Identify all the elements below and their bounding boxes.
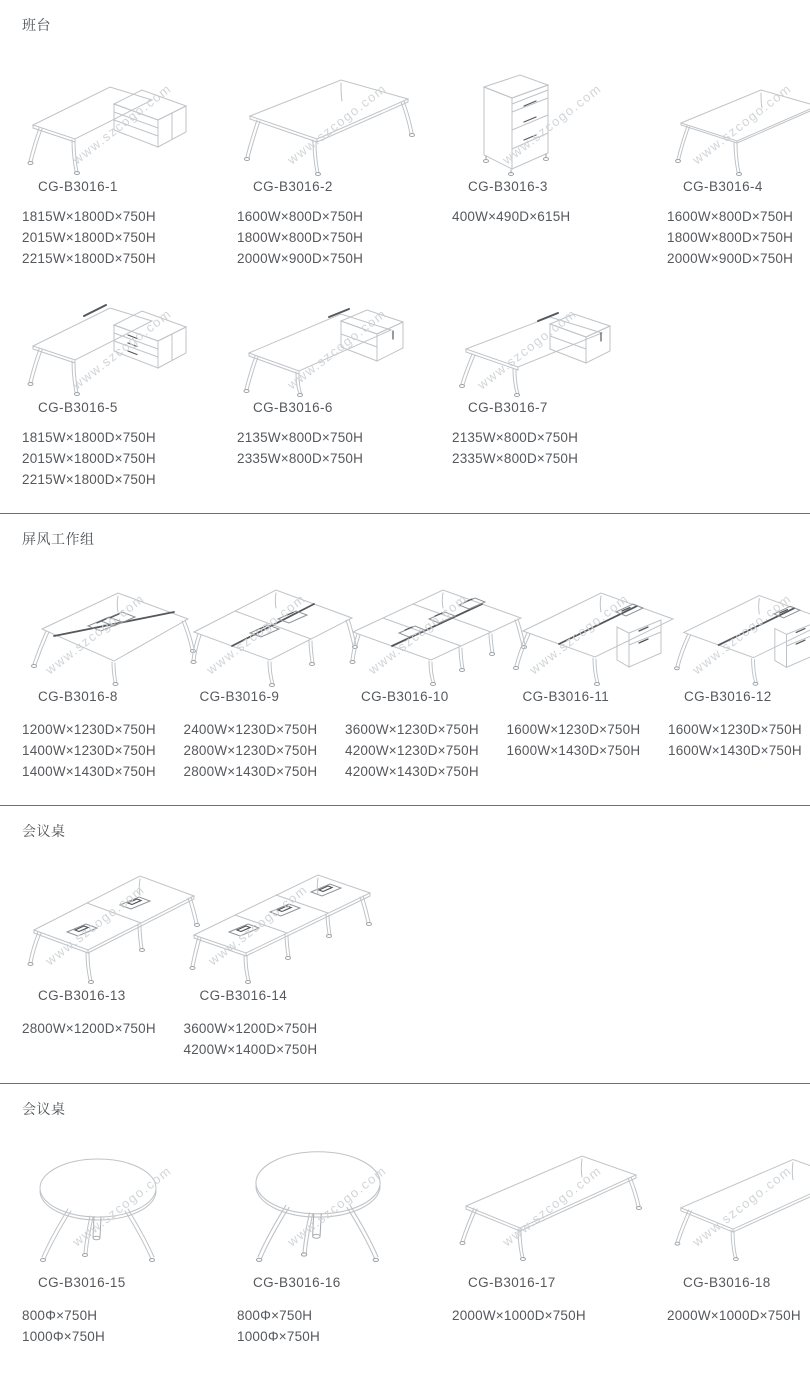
product-row — [0, 34, 810, 269]
catalog-section — [0, 806, 810, 1083]
product-drawing — [351, 574, 485, 686]
product-dimension-line: 2335W×800D×750H — [237, 451, 364, 466]
product-dimensions — [22, 1305, 215, 1347]
product-row — [0, 840, 810, 1060]
product-dimensions — [345, 719, 485, 782]
product-row — [0, 548, 810, 782]
product-card — [215, 269, 430, 490]
product-card — [430, 269, 595, 490]
watermark: www.szcogo.com — [69, 81, 174, 168]
watermark: www.szcogo.com — [203, 591, 309, 678]
product-drawing — [28, 293, 215, 397]
product-code: CG-B3016-6 — [253, 400, 333, 415]
product-dimensions — [667, 1305, 810, 1326]
watermark: www.szcogo.com — [205, 881, 310, 969]
product-dimension-line: 2000W×900D×750H — [667, 251, 794, 266]
ldesk-plain-drawing-icon — [28, 70, 188, 176]
product-drawing — [243, 64, 430, 176]
conf-plain-drawing-icon — [458, 1142, 644, 1262]
product-dimensions — [22, 206, 215, 269]
product-drawing — [673, 1140, 810, 1262]
product-code: CG-B3016-18 — [683, 1275, 771, 1290]
section-title: 会议桌 — [22, 1101, 66, 1117]
product-code: CG-B3016-1 — [38, 179, 118, 194]
watermark: www.szcogo.com — [689, 591, 795, 678]
product-code: CG-B3016-10 — [361, 689, 449, 704]
product-dimension-line: 1200W×1230D×750H — [22, 722, 156, 737]
product-dimension-line: 1600W×1430D×750H — [668, 743, 802, 758]
product-dimension-line: 1800W×800D×750H — [667, 230, 794, 245]
product-dimension-line: 2800W×1430D×750H — [183, 764, 318, 779]
product-drawing — [458, 64, 645, 176]
product-dimensions — [184, 1018, 326, 1060]
product-drawing — [28, 574, 162, 686]
table-wide-drawing-icon — [243, 68, 415, 176]
watermark: www.szcogo.com — [69, 305, 174, 393]
section-title: 屏风工作组 — [22, 531, 95, 547]
ws-ped2-drawing-icon — [674, 574, 810, 686]
conf-plain2-drawing-icon — [673, 1146, 810, 1262]
product-drawing — [28, 1140, 215, 1262]
desk-cab-a-drawing-icon — [243, 293, 408, 397]
product-card — [430, 1118, 645, 1347]
product-dimension-line: 2800W×1230D×750H — [183, 743, 318, 758]
ws-3bay-drawing-icon — [351, 574, 526, 686]
product-drawing — [190, 855, 326, 985]
product-dimension-line: 2015W×1800D×750H — [22, 451, 156, 466]
product-dimensions — [452, 206, 645, 227]
product-dimension-line: 800Φ×750H — [22, 1308, 98, 1323]
product-card — [0, 269, 215, 490]
product-dimensions — [22, 719, 162, 782]
product-drawing — [673, 64, 810, 176]
section-title: 班台 — [22, 17, 51, 33]
product-code: CG-B3016-9 — [199, 689, 280, 704]
product-dimension-line: 1600W×800D×750H — [667, 209, 794, 224]
product-drawing — [28, 855, 162, 985]
product-dimensions — [22, 1018, 162, 1039]
product-dimension-line: 2400W×1230D×750H — [183, 722, 318, 737]
product-dimension-line: 3600W×1230D×750H — [345, 722, 479, 737]
conf-3seg-drawing-icon — [190, 859, 376, 985]
product-dimension-line: 1000Φ×750H — [237, 1329, 320, 1344]
product-dimension-line: 2000W×1000D×750H — [667, 1308, 801, 1323]
catalog-section — [0, 0, 810, 513]
product-code: CG-B3016-15 — [38, 1275, 126, 1290]
product-drawing — [674, 574, 810, 686]
product-code: CG-B3016-12 — [684, 689, 772, 704]
product-dimensions — [452, 427, 595, 469]
product-code: CG-B3016-2 — [253, 179, 333, 194]
product-dimension-line: 2135W×800D×750H — [452, 430, 579, 445]
ws-1bay-drawing-icon — [28, 573, 198, 686]
product-card — [215, 34, 430, 269]
product-card — [0, 1118, 215, 1347]
product-dimension-line: 1815W×1800D×750H — [22, 430, 156, 445]
product-code: CG-B3016-8 — [38, 689, 118, 704]
product-dimension-line: 2215W×1800D×750H — [22, 472, 156, 487]
product-row — [0, 269, 810, 490]
product-dimension-line: 4200W×1430D×750H — [345, 764, 479, 779]
product-code: CG-B3016-5 — [38, 400, 118, 415]
product-drawing — [513, 574, 647, 686]
ws-2bay-drawing-icon — [190, 576, 358, 686]
product-code: CG-B3016-7 — [468, 400, 548, 415]
product-code: CG-B3016-4 — [683, 179, 763, 194]
watermark: www.szcogo.com — [499, 1162, 604, 1250]
product-dimension-line: 2135W×800D×750H — [237, 430, 364, 445]
product-dimensions — [668, 719, 810, 761]
product-dimension-line: 1815W×1800D×750H — [22, 209, 156, 224]
product-dimensions — [667, 206, 810, 269]
product-dimensions — [507, 719, 647, 761]
product-dimension-line: 2800W×1200D×750H — [22, 1021, 156, 1036]
product-dimensions — [22, 427, 215, 490]
product-dimension-line: 1400W×1230D×750H — [22, 743, 156, 758]
ldesk-drawers-drawing-icon — [28, 291, 188, 397]
product-dimension-line: 1600W×1430D×750H — [506, 743, 641, 758]
watermark: www.szcogo.com — [284, 1162, 389, 1250]
product-row — [0, 1118, 810, 1347]
product-dimension-line: 3600W×1200D×750H — [183, 1021, 318, 1036]
product-dimension-line: 4200W×1230D×750H — [345, 743, 479, 758]
product-code: CG-B3016-3 — [468, 179, 548, 194]
product-dimensions — [237, 206, 430, 269]
product-dimension-line: 2335W×800D×750H — [452, 451, 579, 466]
product-code: CG-B3016-17 — [468, 1275, 556, 1290]
product-card — [645, 1118, 810, 1347]
product-dimension-line: 800Φ×750H — [237, 1308, 313, 1323]
catalog-section — [0, 1084, 810, 1370]
product-dimension-line: 2015W×1800D×750H — [22, 230, 156, 245]
watermark: www.szcogo.com — [69, 1162, 174, 1250]
watermark: www.szcogo.com — [42, 591, 148, 678]
pedestal-drawing-icon — [458, 73, 558, 176]
product-drawing — [243, 1140, 430, 1262]
product-card — [0, 34, 215, 269]
product-drawing — [458, 293, 595, 397]
product-code: CG-B3016-14 — [199, 988, 288, 1003]
product-drawing — [28, 64, 215, 176]
product-dimension-line: 4200W×1400D×750H — [183, 1042, 318, 1057]
ws-ped-drawing-icon — [513, 571, 678, 686]
catalog-section — [0, 514, 810, 805]
watermark: www.szcogo.com — [284, 81, 389, 168]
product-dimension-line: 1800W×800D×750H — [237, 230, 364, 245]
watermark: www.szcogo.com — [365, 591, 471, 678]
round-table-lg-drawing-icon — [243, 1140, 393, 1262]
product-dimensions — [237, 427, 430, 469]
product-drawing — [190, 574, 324, 686]
round-table-drawing-icon — [28, 1148, 168, 1262]
watermark: www.szcogo.com — [689, 1162, 794, 1250]
watermark: www.szcogo.com — [284, 305, 389, 393]
product-dimensions — [237, 1305, 430, 1347]
table-slim-drawing-icon — [673, 77, 810, 176]
watermark: www.szcogo.com — [526, 591, 632, 678]
product-card — [0, 840, 162, 1060]
section-title: 会议桌 — [22, 823, 66, 839]
product-dimension-line: 1600W×1230D×750H — [668, 722, 802, 737]
product-card — [645, 34, 810, 269]
watermark: www.szcogo.com — [42, 881, 148, 969]
product-dimension-line: 2000W×1000D×750H — [452, 1308, 586, 1323]
product-code: CG-B3016-11 — [522, 689, 610, 704]
watermark: www.szcogo.com — [499, 81, 604, 168]
product-dimension-line: 2215W×1800D×750H — [22, 251, 156, 266]
product-card — [215, 1118, 430, 1347]
product-dimensions — [184, 719, 324, 782]
watermark: www.szcogo.com — [474, 305, 579, 393]
product-dimension-line: 1400W×1430D×750H — [22, 764, 156, 779]
conf-2seg-drawing-icon — [28, 858, 202, 985]
product-dimension-line: 1600W×1230D×750H — [506, 722, 641, 737]
product-card — [430, 34, 645, 269]
product-code: CG-B3016-13 — [38, 988, 126, 1003]
product-dimension-line: 2000W×900D×750H — [237, 251, 364, 266]
product-card — [0, 548, 162, 782]
desk-cab-b-drawing-icon — [458, 297, 618, 397]
product-dimension-line: 1600W×800D×750H — [237, 209, 364, 224]
product-dimension-line: 400W×490D×615H — [452, 209, 571, 224]
product-dimensions — [452, 1305, 645, 1326]
product-drawing — [243, 293, 430, 397]
product-code: CG-B3016-16 — [253, 1275, 341, 1290]
product-dimension-line: 1000Φ×750H — [22, 1329, 105, 1344]
product-drawing — [458, 1140, 645, 1262]
watermark: www.szcogo.com — [689, 81, 794, 168]
